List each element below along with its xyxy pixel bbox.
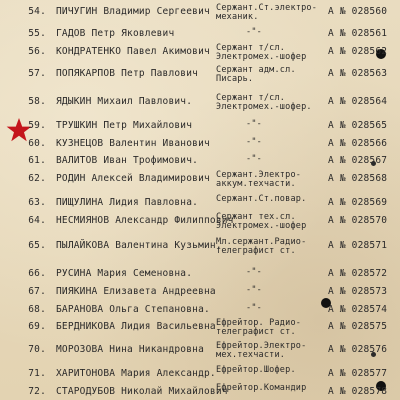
row-number: 63.: [28, 197, 46, 208]
table-row: [0, 284, 400, 300]
table-row: [0, 342, 400, 358]
certificate-number: А № 028578: [328, 386, 388, 397]
row-number: 67.: [28, 286, 46, 297]
table-row: [0, 153, 400, 169]
row-number: 71.: [28, 368, 46, 379]
row-number: 62.: [28, 173, 46, 184]
row-number: 70.: [28, 344, 46, 355]
rank-position: Сержант.Ст.повар.: [216, 194, 307, 204]
rank-position: -"-: [246, 267, 262, 277]
table-row: [0, 4, 400, 20]
certificate-number: А № 028577: [328, 368, 388, 379]
person-name: КОНДРАТЕНКО Павел Акимович: [56, 46, 210, 57]
table-row: [0, 213, 400, 229]
rank-position: Сержант т/сл. Электромех.-шофер.: [216, 93, 312, 112]
rank-position: Мл.сержант.Радио-телеграфист ст.: [216, 237, 307, 256]
rank-position: Сержант тех.сл. Электромех.-шофер: [216, 212, 307, 231]
table-row: [0, 26, 400, 42]
certificate-number: А № 028570: [328, 215, 388, 226]
table-row: [0, 136, 400, 152]
certificate-number: А № 028564: [328, 96, 388, 107]
person-name: СТАРОДУБОВ Николай Михайлович: [56, 386, 228, 397]
row-number: 55.: [28, 28, 46, 39]
table-row: [0, 66, 400, 82]
certificate-number: А № 028566: [328, 138, 388, 149]
certificate-number: А № 028562: [328, 46, 388, 57]
person-name: ПИЩУЛИНА Лидия Павловна.: [56, 197, 199, 208]
table-row: [0, 384, 400, 400]
rank-position: -"-: [246, 285, 262, 295]
certificate-number: А № 028563: [328, 68, 388, 79]
row-number: 61.: [28, 155, 46, 166]
certificate-number: А № 028568: [328, 173, 388, 184]
row-number: 68.: [28, 304, 46, 315]
certificate-number: А № 028571: [328, 240, 388, 251]
rank-position: Сержант.Ст.электро-механик.: [216, 3, 318, 22]
rank-position: -"-: [246, 27, 262, 37]
row-number: 56.: [28, 46, 46, 57]
table-row: [0, 195, 400, 211]
rank-position: -"-: [246, 137, 262, 147]
row-number: 69.: [28, 321, 46, 332]
table-row: [0, 302, 400, 318]
person-name: БАРАНОВА Ольга Степановна.: [56, 304, 210, 315]
row-number: 58.: [28, 96, 46, 107]
rank-position: Ефрейтор.Командир: [216, 383, 307, 393]
rank-position: -"-: [246, 119, 262, 129]
table-row: [0, 118, 400, 134]
person-name: ПЫЛАЙКОВА Валентина Кузьмин.: [56, 240, 222, 251]
person-name: ГАДОВ Петр Яковлевич: [56, 28, 175, 39]
row-number: 72.: [28, 386, 46, 397]
rank-position: Ефрейтор.Электро-мех.техчасти.: [216, 341, 307, 360]
rank-position: -"-: [246, 154, 262, 164]
row-number: 60.: [28, 138, 46, 149]
person-name: ПИЯКИНА Елизавета Андреевна: [56, 286, 216, 297]
certificate-number: А № 028573: [328, 286, 388, 297]
certificate-number: А № 028576: [328, 344, 388, 355]
row-number: 64.: [28, 215, 46, 226]
person-name: НЕСМИЯНОВ Александр Филиппович: [56, 215, 234, 226]
certificate-number: А № 028565: [328, 120, 388, 131]
person-name: ПОПЯКАРПОВ Петр Павлович: [56, 68, 199, 79]
row-number: 54.: [28, 6, 46, 17]
table-row: [0, 171, 400, 187]
person-name: ВАЛИТОВ Иван Трофимович.: [56, 155, 199, 166]
certificate-number: А № 028572: [328, 268, 388, 279]
rank-position: Сержант.Электро-аккум.техчасти.: [216, 170, 302, 189]
person-name: ПИЧУГИН Владимир Сергеевич: [56, 6, 210, 17]
person-name: ТРУШКИН Петр Михайлович: [56, 120, 193, 131]
certificate-number: А № 028574: [328, 304, 388, 315]
row-number: 59.: [28, 120, 46, 131]
rank-position: Ефрейтор. Радио-телеграфист ст.: [216, 318, 302, 337]
rank-position: Сержант адм.сл. Писарь.: [216, 65, 296, 84]
person-name: ЯДЫКИН Михаил Павлович.: [56, 96, 193, 107]
person-name: БЕРДНИКОВА Лидия Васильевна: [56, 321, 216, 332]
certificate-number: А № 028561: [328, 28, 388, 39]
rank-position: Ефрейтор.Шофер.: [216, 365, 296, 375]
table-row: [0, 366, 400, 382]
table-row: [0, 44, 400, 60]
person-name: КУЗНЕЦОВ Валентин Иванович: [56, 138, 210, 149]
person-name: РОДИН Алексей Владимирович: [56, 173, 210, 184]
certificate-number: А № 028567: [328, 155, 388, 166]
person-name: ХАРИТОНОВА Мария Александр.: [56, 368, 216, 379]
table-row: [0, 266, 400, 282]
rank-position: -"-: [246, 303, 262, 313]
row-number: 57.: [28, 68, 46, 79]
row-number: 65.: [28, 240, 46, 251]
certificate-number: А № 028569: [328, 197, 388, 208]
table-row: [0, 319, 400, 335]
table-row: [0, 238, 400, 254]
table-row: [0, 94, 400, 110]
rank-position: Сержант т/сл. Электромех.-шофер: [216, 43, 307, 62]
certificate-number: А № 028560: [328, 6, 388, 17]
person-name: МОРОЗОВА Нина Никандровна: [56, 344, 204, 355]
person-name: РУСИНА Мария Семеновна.: [56, 268, 193, 279]
row-number: 66.: [28, 268, 46, 279]
certificate-number: А № 028575: [328, 321, 388, 332]
